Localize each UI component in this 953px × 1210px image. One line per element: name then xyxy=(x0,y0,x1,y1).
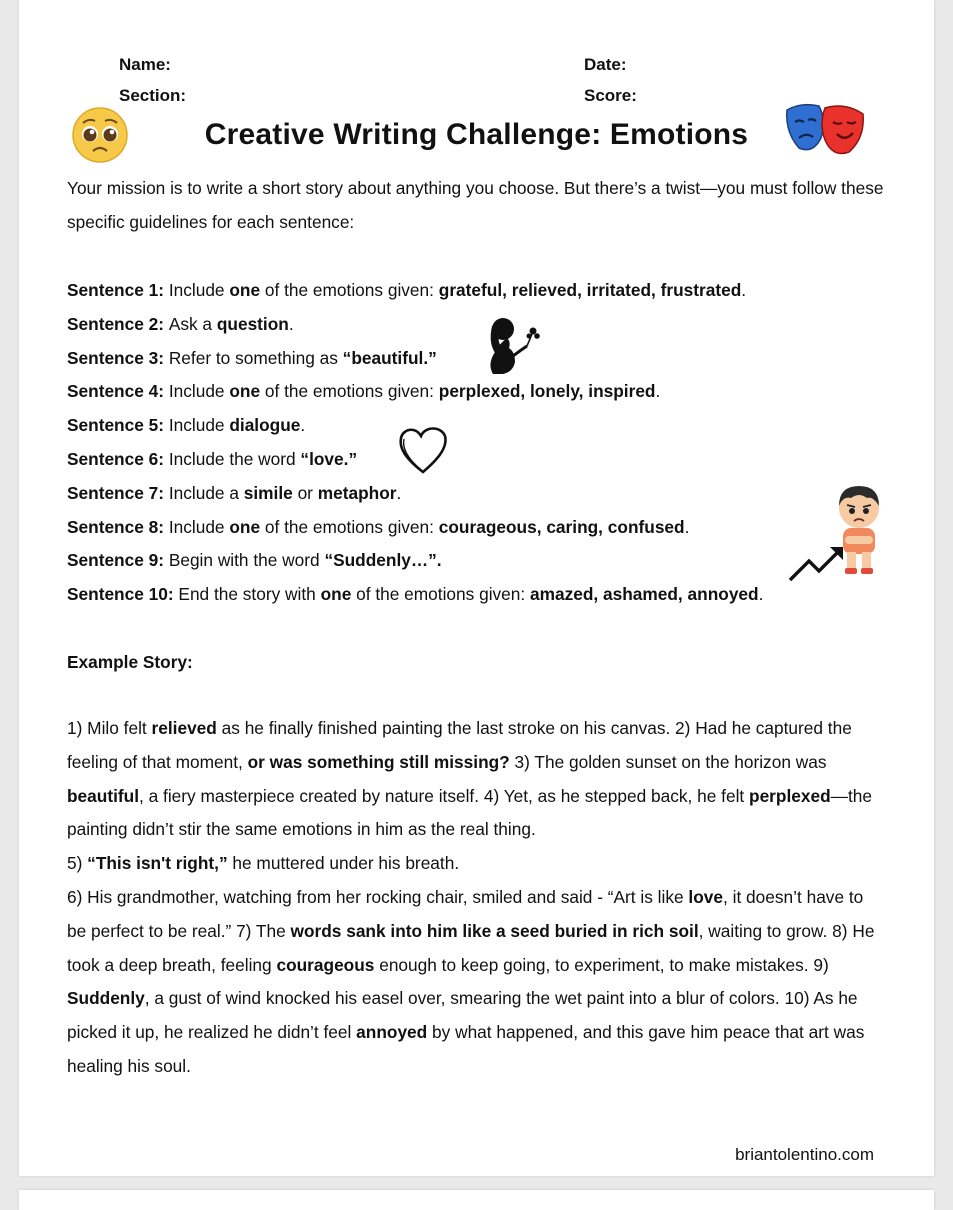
rule-text: . xyxy=(684,516,690,537)
sentence-rule xyxy=(67,577,907,611)
sentence-rule-label: Sentence 3: xyxy=(67,347,169,368)
sentence-rule xyxy=(67,510,907,544)
story-emphasis: love xyxy=(688,886,724,907)
name-label: Name: xyxy=(119,55,171,74)
rule-text: of the emotions given: xyxy=(260,516,439,537)
rule-emphasis: amazed, ashamed, annoyed xyxy=(530,584,759,605)
story-text: 6) His grandmother, watching from her rocking chair, smiled and said - “Art is like xyxy=(67,886,689,907)
rule-text: Include xyxy=(168,415,230,436)
rule-emphasis: grateful, relieved, irritated, frustrated xyxy=(438,280,742,300)
girl-with-flower-silhouette-icon xyxy=(487,316,543,374)
story-text: as he finally finished painting the last stroke on his canvas. 2) Had he captured the feeling of that moment, xyxy=(67,718,852,772)
rule-text: . xyxy=(300,415,306,436)
rule-text: of the emotions given: xyxy=(351,584,531,605)
story-emphasis: words sank into him like a seed buried in rich soil xyxy=(290,920,699,941)
story-emphasis: annoyed xyxy=(356,1022,428,1043)
rule-text: Begin with the word xyxy=(168,550,325,571)
worksheet-page xyxy=(19,0,934,1176)
sentence-rule-label: Sentence 8: xyxy=(67,516,169,537)
rule-emphasis: “love.” xyxy=(300,449,358,469)
rule-text: . xyxy=(396,482,402,503)
sentence-rule-label: Sentence 1: xyxy=(67,280,169,300)
rule-text: Include xyxy=(168,280,230,300)
story-emphasis: or was something still missing? xyxy=(247,751,510,772)
rule-text: . xyxy=(758,584,764,605)
rule-emphasis: one xyxy=(320,584,352,605)
rule-text: . xyxy=(741,280,747,300)
rule-text: Include xyxy=(168,381,230,402)
next-page-edge xyxy=(19,1190,934,1210)
story-emphasis: Suddenly xyxy=(67,988,145,1009)
story-text: , a fiery masterpiece created by nature itself. 4) Yet, as he stepped back, he felt xyxy=(139,785,750,806)
sentence-rule-label: Sentence 9: xyxy=(67,550,169,571)
rule-text: Include a xyxy=(168,482,244,503)
heart-outline-icon xyxy=(397,424,449,476)
sentence-rule xyxy=(67,442,907,476)
intro-paragraph: Your mission is to write a short story about anything you choose. But there’s a twist—you must follow these specific guidelines for each sentence: xyxy=(67,178,884,232)
sentence-rule-label: Sentence 4: xyxy=(67,381,169,402)
story-text: by what happened, and this gave him peace that art was healing his soul. xyxy=(67,1022,865,1076)
rule-text: or xyxy=(292,482,318,503)
rule-text: of the emotions given: xyxy=(260,280,439,300)
story-emphasis: relieved xyxy=(151,718,217,738)
story-paragraph xyxy=(67,712,877,847)
rule-text: Ask a xyxy=(168,313,217,334)
rule-text: Refer to something as xyxy=(168,347,343,368)
example-story xyxy=(67,712,877,1084)
rule-text: of the emotions given: xyxy=(260,381,439,402)
rule-text: . xyxy=(655,381,661,402)
sentence-rule xyxy=(67,476,907,510)
story-emphasis: “This isn't right,” xyxy=(87,853,228,874)
story-text: 5) xyxy=(67,853,88,874)
rule-text: End the story with xyxy=(178,584,321,605)
score-label: Score: xyxy=(584,86,637,105)
story-emphasis: beautiful xyxy=(67,785,140,806)
story-text: enough to keep going, to experiment, to make mistakes. 9) xyxy=(374,954,829,975)
page-title: Creative Writing Challenge: Emotions xyxy=(204,118,749,151)
rule-emphasis: “beautiful.” xyxy=(342,347,437,368)
sentence-rule xyxy=(67,374,907,408)
sentence-rule-label: Sentence 5: xyxy=(67,415,169,436)
rule-text: Include xyxy=(168,516,230,537)
sentence-rule xyxy=(67,543,907,577)
story-paragraph xyxy=(67,881,877,1084)
rule-emphasis: dialogue xyxy=(229,415,301,436)
section-label: Section: xyxy=(119,86,187,105)
story-text: 1) Milo felt xyxy=(67,718,152,738)
theater-masks-icon xyxy=(785,100,869,160)
story-emphasis: perplexed xyxy=(749,785,831,806)
story-text: 3) The golden sunset on the horizon was xyxy=(509,751,827,772)
date-label: Date: xyxy=(584,55,627,74)
story-text: , it doesn’t have to be perfect to be real.” 7) The xyxy=(67,886,864,941)
rule-emphasis: “Suddenly…”. xyxy=(324,550,442,571)
rule-emphasis: courageous, caring, confused xyxy=(438,516,685,537)
sentence-rule-label: Sentence 2: xyxy=(67,313,169,334)
sentence-rule xyxy=(67,408,907,442)
sentence-rule-label: Sentence 10: xyxy=(67,584,179,605)
rule-emphasis: one xyxy=(229,381,261,402)
story-paragraph xyxy=(67,847,877,881)
story-text: he muttered under his breath. xyxy=(227,853,460,874)
footer-website: briantolentino.com xyxy=(735,1145,874,1164)
sentence-rule-label: Sentence 6: xyxy=(67,449,169,469)
story-text: —the painting didn’t stir the same emotions in him as the real thing. xyxy=(67,785,872,840)
rule-emphasis: metaphor xyxy=(317,482,397,503)
story-emphasis: courageous xyxy=(276,954,375,975)
rule-text: . xyxy=(288,313,294,334)
rule-emphasis: one xyxy=(229,280,261,300)
sad-boy-icon xyxy=(831,484,887,576)
sentence-rule-label: Sentence 7: xyxy=(67,482,169,503)
rule-emphasis: one xyxy=(229,516,261,537)
sentence-rule xyxy=(67,273,907,307)
rule-emphasis: question xyxy=(216,313,289,334)
rule-emphasis: simile xyxy=(243,482,293,503)
rule-emphasis: perplexed, lonely, inspired xyxy=(438,381,656,402)
story-text: , a gust of wind knocked his easel over, smearing the wet paint into a blur of colors. 10) As he picked it up, he realized he didn’t feel xyxy=(67,988,858,1043)
story-text: , waiting to grow. 8) He took a deep breath, feeling xyxy=(67,920,875,975)
example-heading: Example Story: xyxy=(67,652,193,672)
rule-text: Include the word xyxy=(168,449,301,469)
